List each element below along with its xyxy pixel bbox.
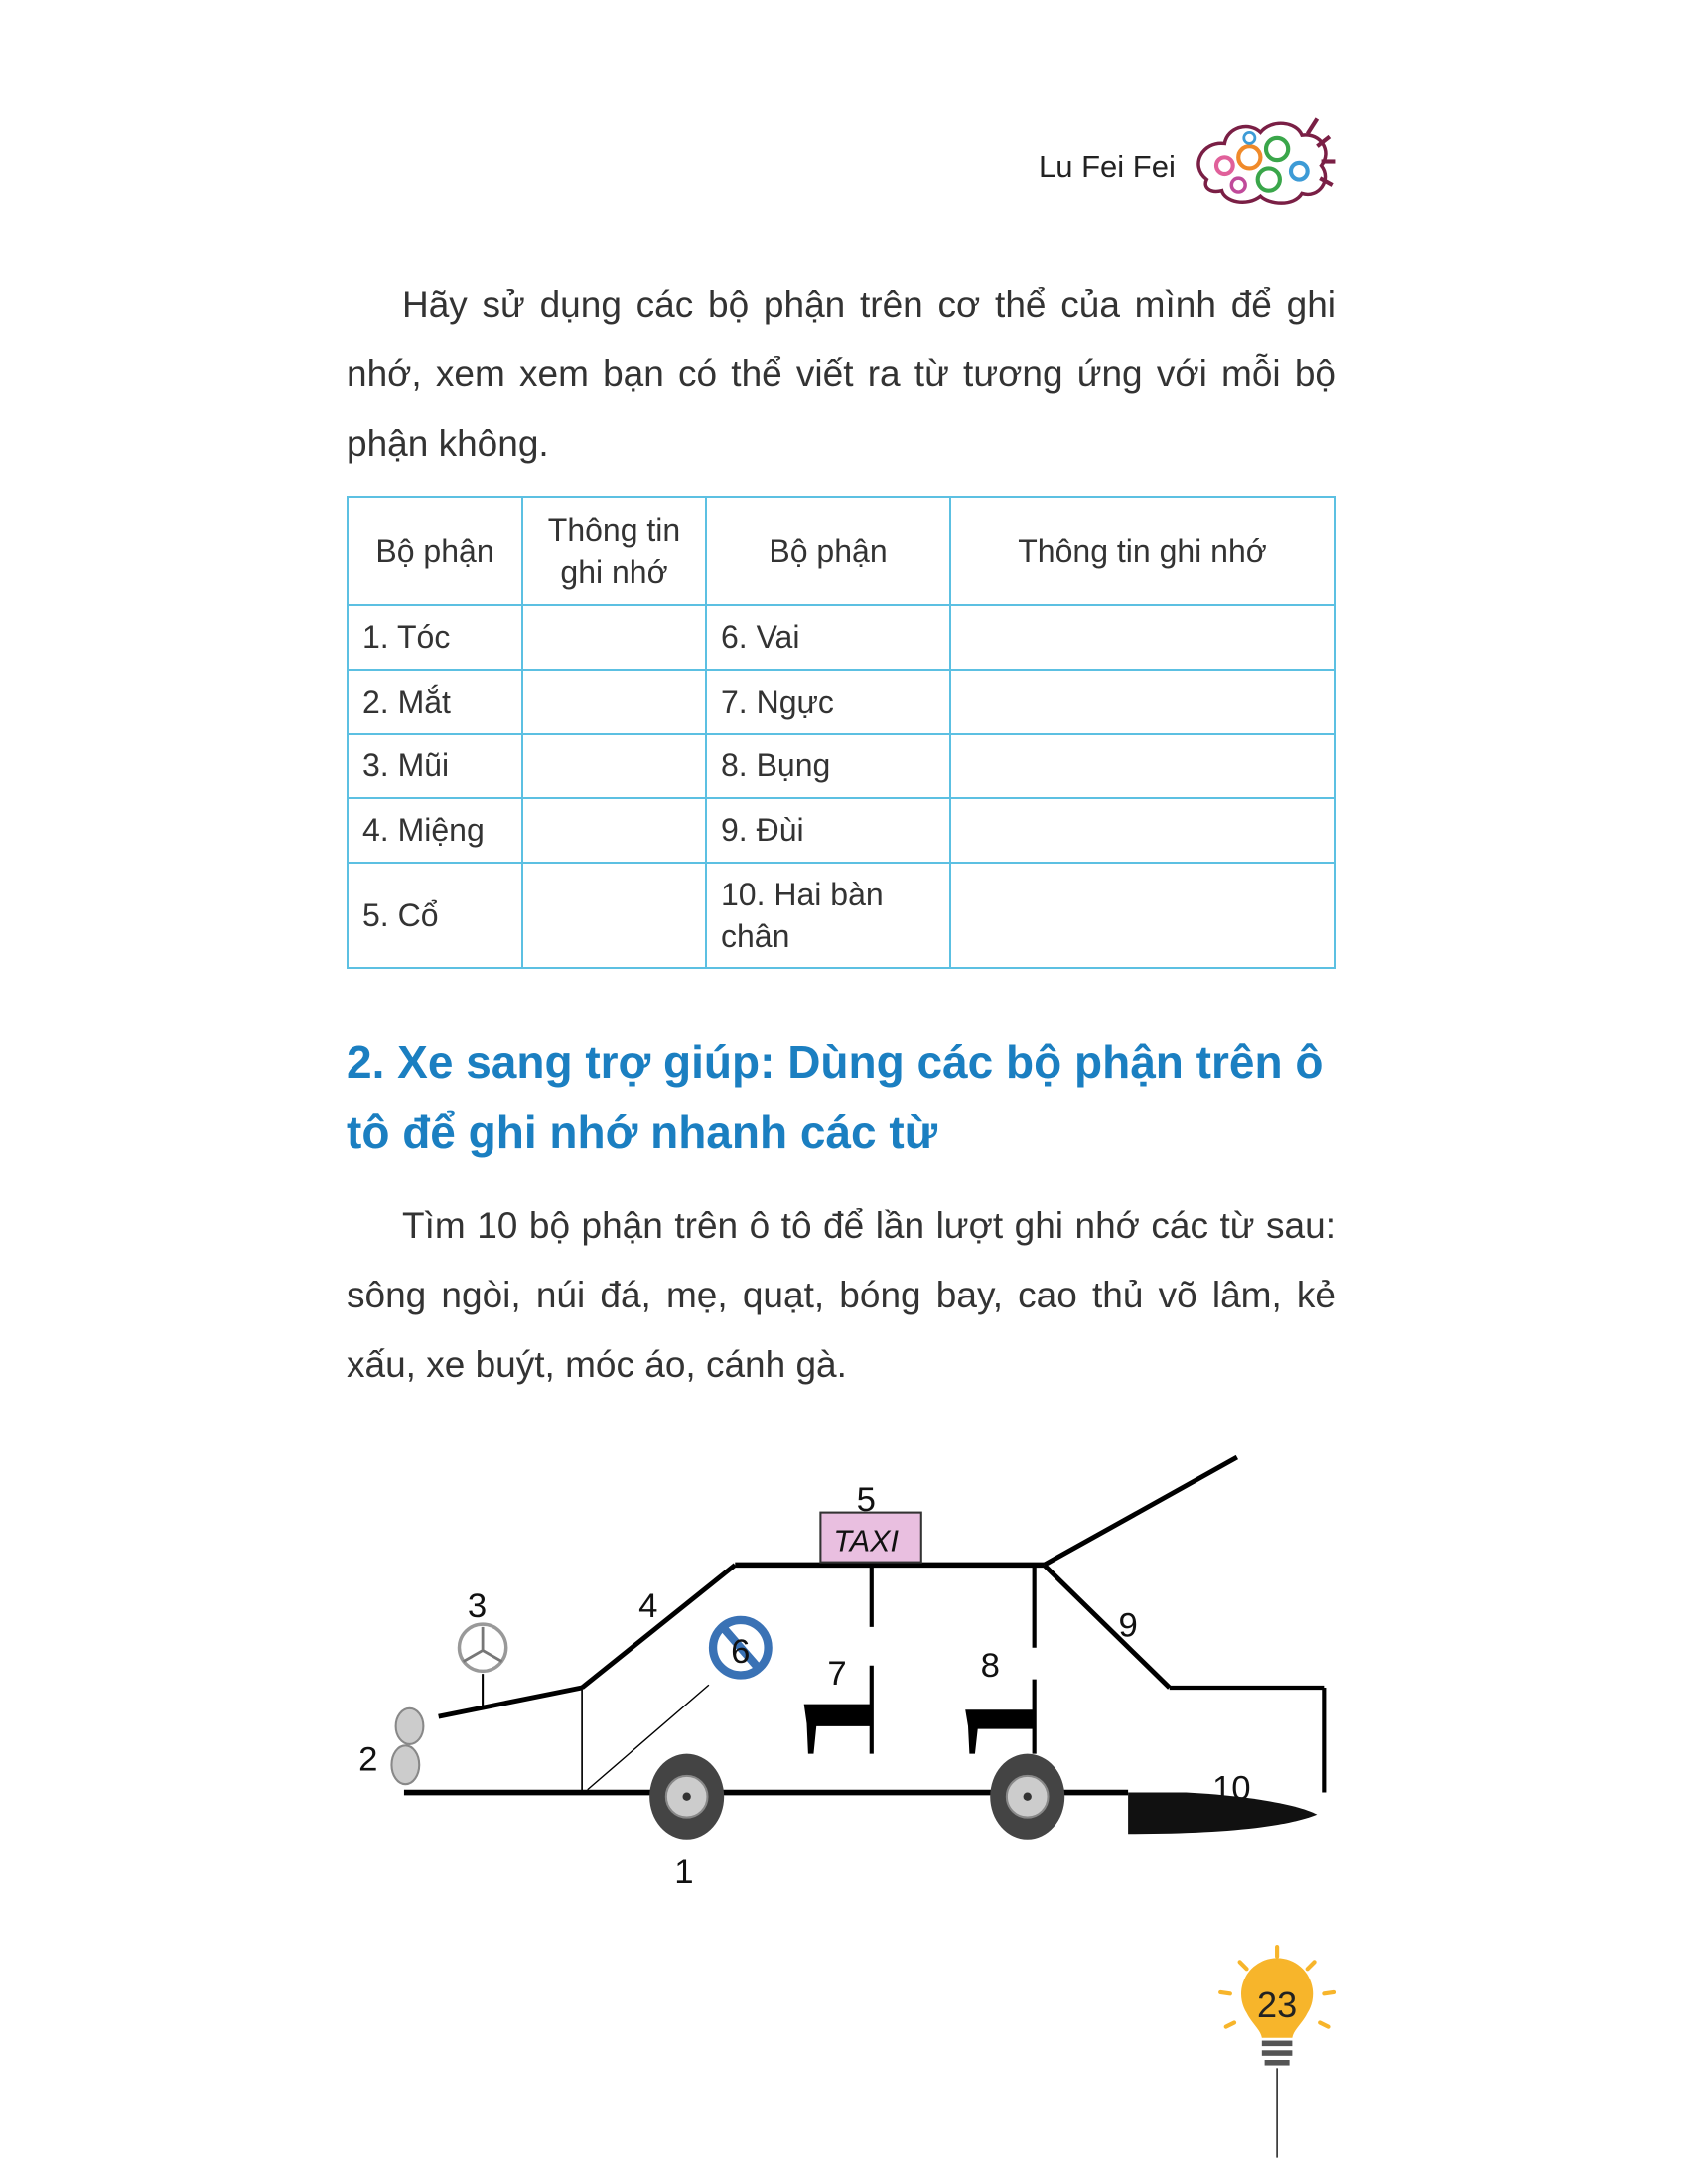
table-cell: 5. Cổ xyxy=(348,863,522,968)
table-row xyxy=(348,734,1335,798)
car-label-5: 5 xyxy=(856,1481,876,1520)
car-label-8: 8 xyxy=(980,1646,1000,1685)
body-parts-table xyxy=(347,496,1336,969)
brain-gears-icon xyxy=(1198,118,1335,203)
car-label-10: 10 xyxy=(1211,1769,1251,1808)
table-cell: 6. Vai xyxy=(706,605,950,670)
table-cell-empty[interactable] xyxy=(950,605,1335,670)
table-cell-empty[interactable] xyxy=(522,605,706,670)
table-cell: 2. Mắt xyxy=(348,670,522,734)
table-cell-empty[interactable] xyxy=(950,670,1335,734)
table-row xyxy=(348,670,1335,734)
intro-text: Hãy sử dụng các bộ phận trên cơ thể của mình để ghi nhớ, xem xem bạn có thể viết ra từ tương ứng với mỗi bộ phận không. xyxy=(347,284,1336,464)
table-cell-empty[interactable] xyxy=(522,670,706,734)
table-cell: 1. Tóc xyxy=(348,605,522,670)
author-name: Lu Fei Fei xyxy=(1039,149,1176,184)
intro-paragraph xyxy=(347,270,1336,478)
car-label-6: 6 xyxy=(731,1632,751,1671)
column-header: Thông tin ghi nhớ xyxy=(950,497,1335,605)
column-header: Bộ phận xyxy=(706,497,950,605)
table-cell: 4. Miệng xyxy=(348,798,522,863)
front-seat-icon xyxy=(804,1705,872,1754)
car-label-3: 3 xyxy=(467,1587,488,1626)
table-cell-empty[interactable] xyxy=(522,863,706,968)
table-row xyxy=(348,798,1335,863)
car-label-9: 9 xyxy=(1118,1606,1138,1645)
table-cell-empty[interactable] xyxy=(522,734,706,798)
table-cell: 7. Ngực xyxy=(706,670,950,734)
table-row xyxy=(348,863,1335,968)
section-text: Tìm 10 bộ phận trên ô tô để lần lượt ghi nhớ các từ sau: sông ngòi, núi đá, mẹ, quạt, bóng bay, cao thủ võ lâm, kẻ xấu, xe buýt, móc áo, cánh gà. xyxy=(347,1205,1336,1385)
taxi-label: TAXI xyxy=(833,1524,900,1559)
mercedes-logo-icon xyxy=(460,1624,506,1709)
table-cell-empty[interactable] xyxy=(950,734,1335,798)
rear-wheel-icon xyxy=(990,1754,1064,1840)
column-header: Thông tin ghi nhớ xyxy=(522,497,706,605)
car-label-2: 2 xyxy=(358,1740,378,1779)
column-header: Bộ phận xyxy=(348,497,522,605)
table-cell: 3. Mũi xyxy=(348,734,522,798)
table-cell: 10. Hai bàn chân xyxy=(706,863,950,968)
car-label-4: 4 xyxy=(638,1587,658,1626)
car-label-7: 7 xyxy=(827,1655,847,1694)
section-heading: 2. Xe sang trợ giúp: Dùng các bộ phận trên ô tô để ghi nhớ nhanh các từ xyxy=(347,1036,1324,1158)
table-cell-empty[interactable] xyxy=(950,798,1335,863)
front-wheel-icon xyxy=(649,1754,724,1840)
table-cell-empty[interactable] xyxy=(522,798,706,863)
headlights-icon xyxy=(391,1708,423,1784)
table-cell-empty[interactable] xyxy=(950,863,1335,968)
car-label-1: 1 xyxy=(674,1853,694,1892)
rear-seat-icon xyxy=(965,1709,1034,1753)
section-paragraph xyxy=(347,1191,1336,1400)
table-row xyxy=(348,605,1335,670)
table-header-row xyxy=(348,497,1335,605)
lightbulb-icon xyxy=(1220,1947,1334,2158)
page-number: 23 xyxy=(1257,1983,1298,2025)
table-cell: 9. Đùi xyxy=(706,798,950,863)
table-cell: 8. Bụng xyxy=(706,734,950,798)
